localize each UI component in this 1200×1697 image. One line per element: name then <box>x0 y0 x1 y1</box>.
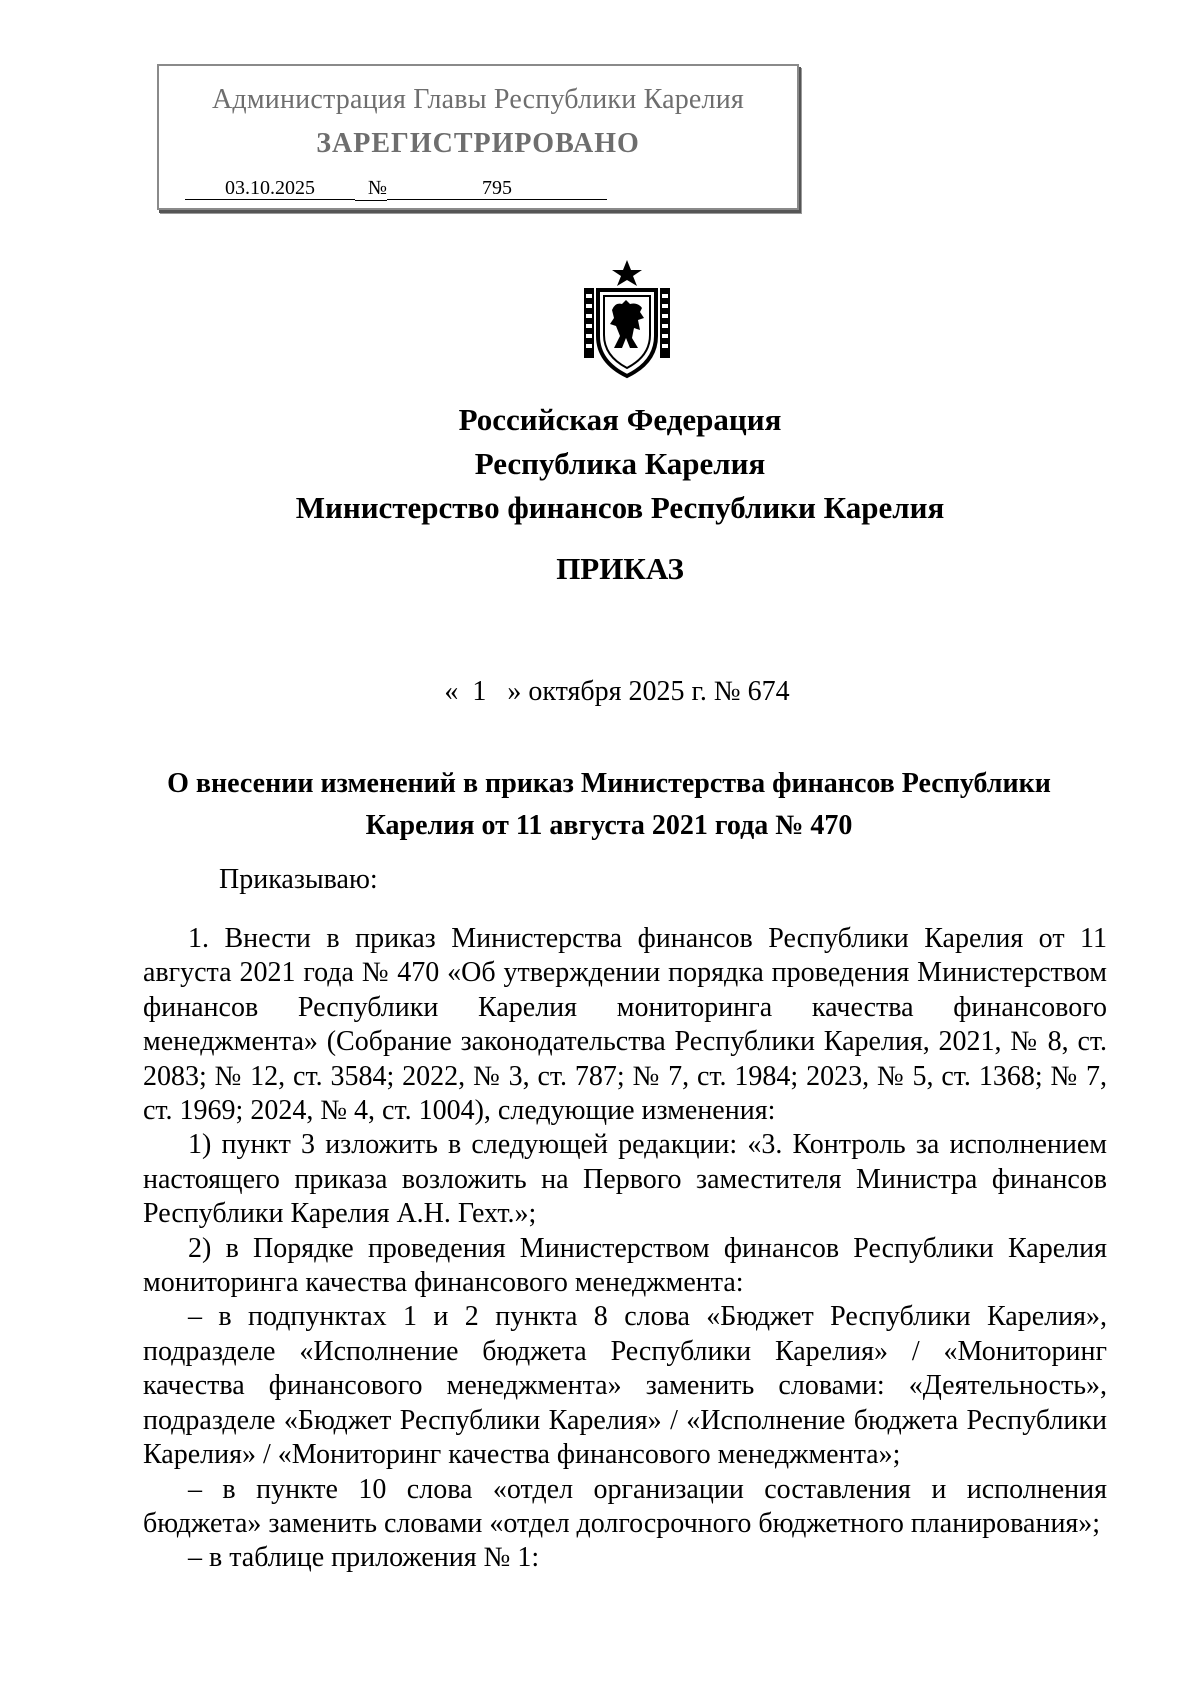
stamp-registration-line <box>185 176 607 201</box>
paragraph-1: 1. Внести в приказ Министерства финансов Республики Карелия от 11 августа 2021 года № 470 «Об утверждении порядка проведения Министерством финансов Республики Карелия мониторинга качества финансового менеджмента» (Собрание законодательства Республики Карелия, 2021, № 8, ст. 2083; № 12, ст. 3584; 2022, № 3, ст. 787; № 7, ст. 1984; 2023, № 5, ст. 1368; № 7, ст. 1969; 2024, № 4, ст. 1004), следующие изменения: <box>143 923 1107 1127</box>
date-day: 1 <box>472 676 487 707</box>
preamble: Приказываю: <box>219 864 378 895</box>
stamp-status: ЗАРЕГИСТРИРОВАНО <box>316 128 640 159</box>
stamp-organization: Администрация Главы Республики Карелия <box>212 84 744 115</box>
stamp-number-sign: № <box>355 176 387 201</box>
stamp-number: 795 <box>387 177 607 200</box>
date-rest: » октября 2025 г. № 674 <box>507 676 790 707</box>
paragraph-dash-2: – в пункте 10 слова «отдел организации составления и исполнения бюджета» заменить словами «отдел долгосрочного бюджетного планирования»; <box>143 1473 1107 1539</box>
header-republic: Республика Карелия <box>474 446 766 481</box>
paragraph-dash-3: – в таблице приложения № 1: <box>188 1542 540 1574</box>
paragraph-1-2: 2) в Порядке проведения Министерством финансов Республики Карелия мониторинга качества финансового менеджмента: <box>143 1232 1107 1299</box>
title-line-2: Карелия от 11 августа 2021 года № 470 <box>365 810 853 841</box>
date-open-quote: « <box>444 676 459 707</box>
paragraph-1-1: 1) пункт 3 изложить в следующей редакции: «3. Контроль за исполнением настоящего приказа возложить на Первого заместителя Министра финансов Республики Карелия А.Н. Гехт.»; <box>143 1129 1107 1230</box>
title-line-1: О внесении изменений в приказ Министерства финансов Республики <box>167 768 1051 799</box>
order-body <box>143 922 1107 1576</box>
header-country: Российская Федерация <box>458 402 782 437</box>
stamp-date: 03.10.2025 <box>185 177 355 200</box>
header-ministry: Министерство финансов Республики Карелия <box>295 490 945 525</box>
registration-stamp <box>157 64 799 210</box>
order-date-line <box>0 676 1200 708</box>
document-title <box>0 763 1200 847</box>
karelia-coat-of-arms-icon <box>582 258 672 380</box>
document-type: ПРИКАЗ <box>556 551 684 586</box>
paragraph-dash-1: – в подпунктах 1 и 2 пункта 8 слова «Бюджет Республики Карелия», подразделе «Исполнение бюджета Республики Карелия» / «Мониторинг качества финансового менеджмента» заменить словами: «Деятельность», подразделе «Бюджет Республики Карелия» / «Исполнение бюджета Республики Карелия» / «Мониторинг качества финансового менеджмента»; <box>143 1301 1107 1471</box>
